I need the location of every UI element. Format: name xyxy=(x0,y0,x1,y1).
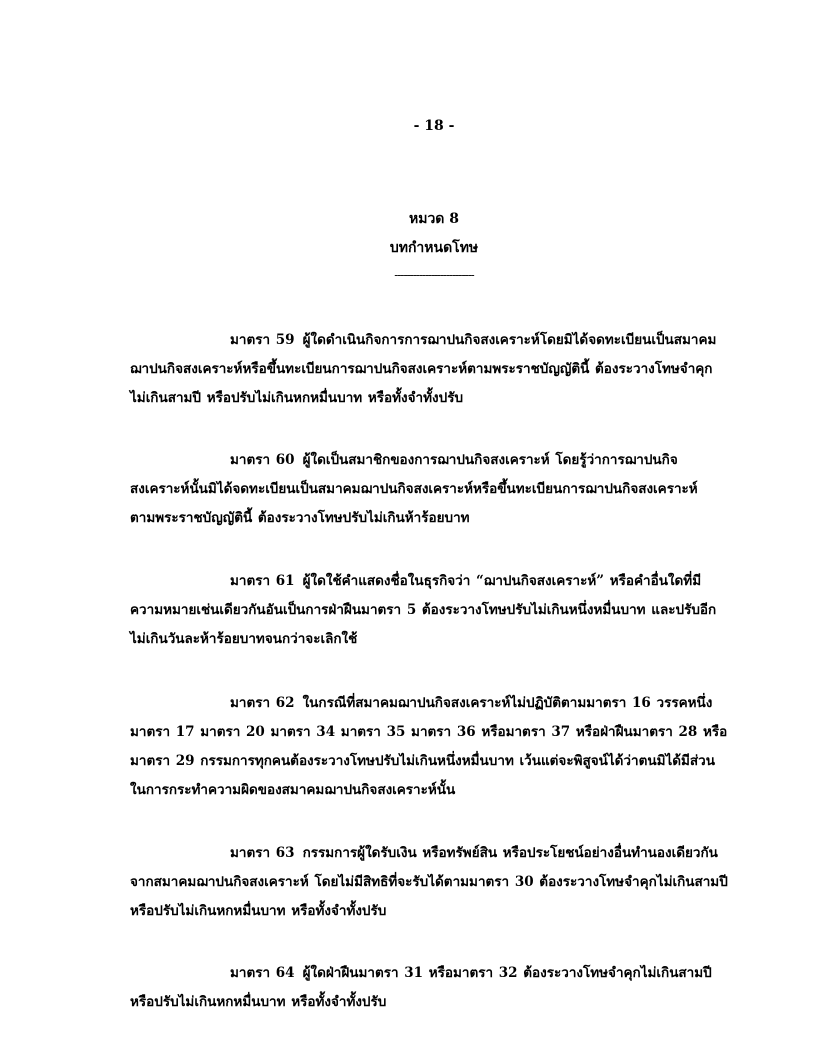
heading-divider: -------------------------- xyxy=(394,268,474,282)
section-62 xyxy=(130,689,728,805)
section-text: ผู้ใดใช้คำแสดงชื่อในธุรกิจว่า “ฌาปนกิจสงเคราะห์” หรือคำอื่นใดที่มีความหมายเช่นเดียวกันอันเป็นการฝ่าฝืนมาตรา 5 ต้องระวางโทษปรับไม่เกินหนึ่งหมื่นบาท และปรับอีกไม่เกินวันละห้าร้อยบาทจนกว่าจะเลิกใช้ xyxy=(130,573,717,647)
section-61 xyxy=(130,567,728,654)
section-text: ผู้ใดฝ่าฝืนมาตรา 31 หรือมาตรา 32 ต้องระวางโทษจำคุกไม่เกินสามปีหรือปรับไม่เกินหกหมื่นบาท หรือทั้งจำทั้งปรับ xyxy=(130,965,712,1010)
section-text: กรรมการผู้ใดรับเงิน หรือทรัพย์สิน หรือประโยชน์อย่างอื่นทำนองเดียวกันจากสมาคมฌาปนกิจสงเคราะห์ โดยไม่มีสิทธิที่จะรับได้ตามมาตรา 30 ต้องระวางโทษจำคุกไม่เกินสามปี หรือปรับไม่เกินหกหมื่นบาท หรือทั้งจำทั้งปรับ xyxy=(130,845,728,919)
section-text: ผู้ใดเป็นสมาชิกของการฌาปนกิจสงเคราะห์ โดยรู้ว่าการฌาปนกิจสงเคราะห์นั้นมิได้จดทะเบียนเป็นสมาคมฌาปนกิจสงเคราะห์หรือขึ้นทะเบียนการฌาปนกิจสงเคราะห์ตามพระราชบัญญัตินี้ ต้องระวางโทษปรับไม่เกินห้าร้อยบาท xyxy=(130,452,698,526)
section-label: มาตรา 63 xyxy=(230,845,295,861)
section-label: มาตรา 64 xyxy=(230,965,295,981)
section-text: ผู้ใดดำเนินกิจการการฌาปนกิจสงเคราะห์โดยมิได้จดทะเบียนเป็นสมาคมฌาปนกิจสงเคราะห์หรือขึ้นทะเบียนการฌาปนกิจสงเคราะห์ตามพระราชบัญญัตินี้ ต้องระวางโทษจำคุกไม่เกินสามปี หรือปรับไม่เกินหกหมื่นบาท หรือทั้งจำทั้งปรับ xyxy=(130,332,717,406)
section-59 xyxy=(130,326,728,413)
section-label: มาตรา 59 xyxy=(230,332,295,348)
chapter-title: หมวด 8 xyxy=(408,211,460,227)
page-number: - 18 - xyxy=(413,118,455,134)
section-63 xyxy=(130,839,728,926)
chapter-subtitle: บทกำหนดโทษ xyxy=(389,240,479,256)
section-60 xyxy=(130,446,728,533)
section-64 xyxy=(130,959,728,1017)
section-text: ในกรณีที่สมาคมฌาปนกิจสงเคราะห์ไม่ปฏิบัติตามมาตรา 16 วรรคหนึ่ง มาตรา 17 มาตรา 20 มาตรา 34 มาตรา 35 มาตรา 36 หรือมาตรา 37 หรือฝ่าฝืนมาตรา 28 หรือมาตรา 29 กรรมการทุกคนต้องระวางโทษปรับไม่เกินหนึ่งหมื่นบาท เว้นแต่จะพิสูจน์ได้ว่าตนมิได้มีส่วนในการกระทำความผิดของสมาคมฌาปนกิจสงเคราะห์นั้น xyxy=(130,695,728,798)
section-label: มาตรา 62 xyxy=(230,695,295,711)
section-label: มาตรา 61 xyxy=(230,573,295,589)
section-label: มาตรา 60 xyxy=(230,452,295,468)
